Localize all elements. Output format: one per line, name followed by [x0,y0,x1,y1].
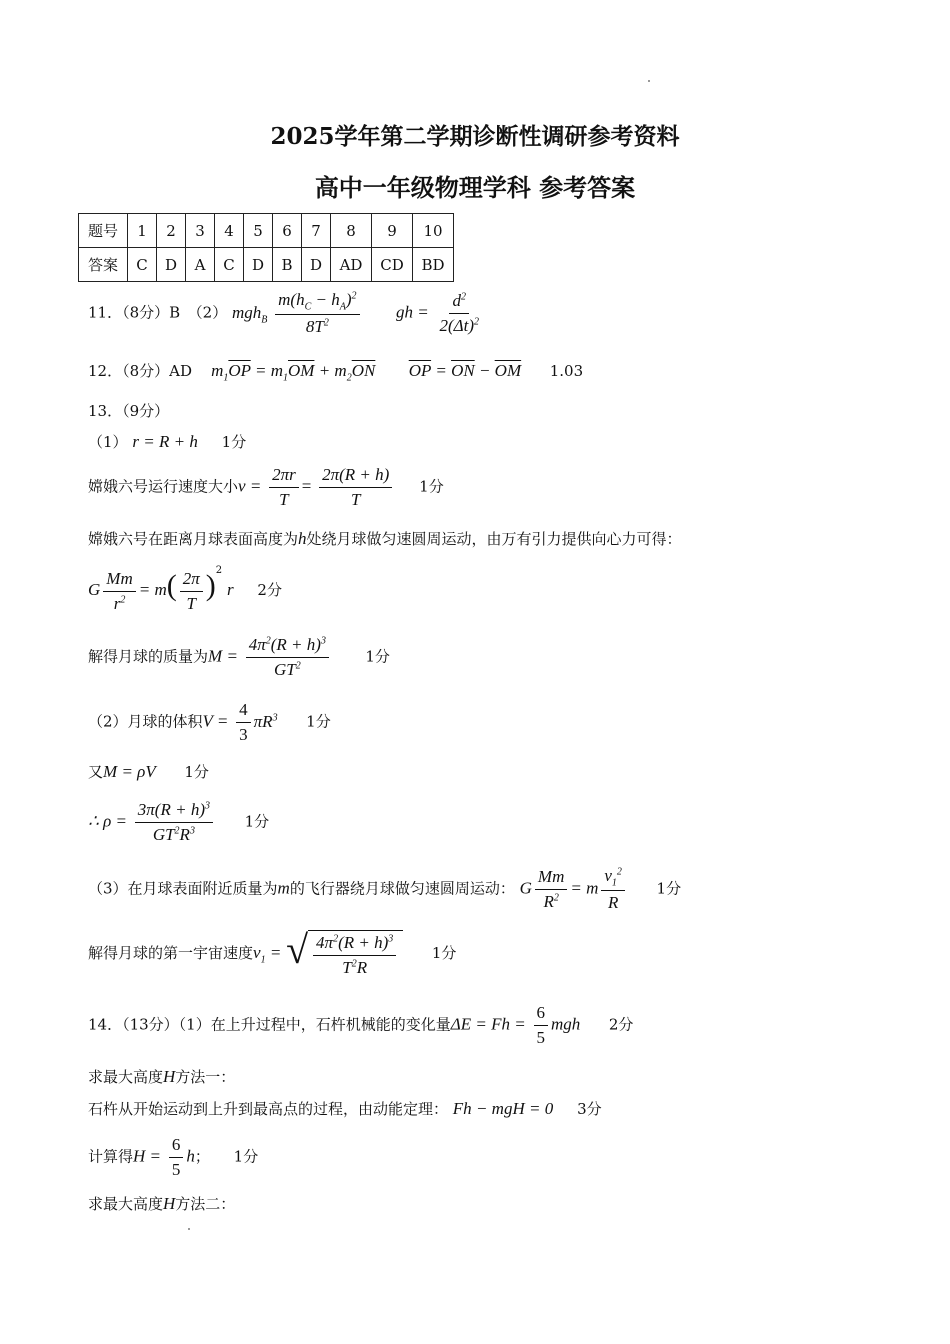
score: 1分 [184,763,209,781]
q13-grav-line: G $\frac{Mm}{r^2}$ = m( $\frac{2\pi}{T}$ )$^2$ r 2分 [88,565,282,613]
q14-calc-text: 计算得 [88,1147,134,1166]
score: 1分 [431,944,457,962]
q13-p3-text: （3）在月球表面附近质量为 [88,879,278,898]
table-cell: C [215,248,244,282]
q11-line: 11．（8分）B （2） mgh$_B$ $\frac{m(h_C - h_A)^2}{8T^2}$ gh = $\frac{d^2}{2(\Delta t)^2}$ [88,290,479,337]
score: 1分 [365,647,390,666]
q13-p1-label: （1） [88,433,128,451]
q14-line: 14．（13分）（1）在上升过程中，石杵机械能的变化量ΔE = Fh = $\frac{6}{5}$ mgh 2分 [88,1003,634,1047]
q13-mass-text: 解得月球的质量为 [88,647,209,666]
q13-p3-text2: 的飞行器绕月球做匀速圆周运动： [289,879,515,898]
table-cell: 5 [244,214,273,248]
table-cell: 8 [331,214,372,248]
q13-motion-text: 嫦娥六号在距离月球表面高度为 [88,530,299,548]
q14-calc-line: 计算得H = $\frac{6}{5}$ h； 1分 [88,1135,259,1179]
q11-label: 11．（8分）B （2） [88,303,228,322]
q14-method1-text: 求最大高度 [88,1068,164,1086]
table-cell: A [186,248,215,282]
q13-you-text: 又 [88,763,104,781]
table-cell: AD [331,248,372,282]
speck [648,80,650,82]
q13-mass-line: 解得月球的质量为M = $\frac{4\pi^2(R + h)^3}{GT^2}$ 1分 [88,635,390,679]
score: 1分 [306,712,331,731]
q13-p2-text: （2）月球的体积 [88,712,203,731]
q12-value: 1.03 [549,362,584,380]
table-cell: D [302,248,331,282]
q14-method1-suffix: 方法一： [175,1068,236,1086]
q12-line: 12．（8分）AD $m_1\overline{OP} = m_1\overline{OM} + m_2\overline{ON}$ $\overline{OP} = \overline{ON} - \overline{OM}$ 1.03 [88,361,584,384]
q14-method2: 求最大高度H方法二： [88,1194,236,1213]
table-cell: CD [372,248,413,282]
page-title: 2025学年第二学期诊断性调研参考资料 [270,123,680,150]
q13-p2-line: （2）月球的体积V = $\frac{4}{3}$ $\pi R^3$ 1分 [88,700,331,744]
table-cell: D [244,248,273,282]
q13-speed-text: 嫦娥六号运行速度大小 [88,477,239,496]
table-cell: 2 [157,214,186,248]
page-subtitle: 高中一年级物理学科 参考答案 [314,173,636,202]
score: 1分 [419,477,444,496]
q14-method2-suffix: 方法二： [175,1195,236,1213]
speck [188,1228,190,1230]
q12-label: 12．（8分）AD [88,362,192,380]
header-label: 题号 [79,214,128,248]
q14-method1: 求最大高度H方法一： [88,1067,236,1086]
score: 1分 [656,879,682,898]
q13-v1-line: 解得月球的第一宇宙速度$v_1$ = √ $\frac{4\pi^2(R + h)^3}{T^2R}$ 1分 [88,927,457,977]
q13-label: 13．（9分） [88,402,170,420]
q14-method2-text: 求最大高度 [88,1195,164,1213]
q13-motion-line: 嫦娥六号在距离月球表面高度为h处绕月球做匀速圆周运动，由万有引力提供向心力可得： [88,529,682,548]
q13-p3-line: （3）在月球表面附近质量为m的飞行器绕月球做匀速圆周运动： G $\frac{Mm}{R^2}$ = m $\frac{v_1^2}{R}$ 1分 [88,866,682,913]
table-cell: 6 [273,214,302,248]
table-cell: 10 [413,214,454,248]
table-cell: 1 [128,214,157,248]
q13-v1-text: 解得月球的第一宇宙速度 [88,944,254,962]
table-cell: B [273,248,302,282]
table-cell: C [128,248,157,282]
q13-p1-line: （1） r = R + h 1分 [88,432,247,451]
q13-speed-line: 嫦娥六号运行速度大小v = $\frac{2\pi r}{T}$ = $\frac{2\pi(R + h)}{T}$ 1分 [88,465,444,509]
score: 2分 [257,581,282,599]
table-row [79,248,454,282]
q13-you-line: 又M = ρV 1分 [88,762,209,781]
q13-rho-line: ∴ ρ = $\frac{3\pi(R + h)^3}{GT^2R^3}$ 1分 [88,800,270,844]
q13-motion-text2: 处绕月球做匀速圆周运动，由万有引力提供向心力可得： [306,530,682,548]
score: 3分 [577,1100,602,1118]
q14-label: 14．（13分）（1）在上升过程中，石杵机械能的变化量 [88,1015,451,1034]
table-cell: 4 [215,214,244,248]
score: 1分 [244,812,270,831]
q14-energy-text: 石杵从开始运动到上升到最高点的过程，由动能定理： [88,1100,449,1118]
table-row [79,214,454,248]
q14-energy-line: 石杵从开始运动到上升到最高点的过程，由动能定理： Fh − mgH = 0 3分 [88,1099,602,1118]
table-cell: 9 [372,214,413,248]
score: 2分 [608,1015,634,1034]
score: 1分 [233,1147,259,1166]
table-cell: 7 [302,214,331,248]
table-cell: 3 [186,214,215,248]
table-cell: D [157,248,186,282]
answer-table [78,213,454,282]
answer-label: 答案 [79,248,128,282]
score: 1分 [221,433,247,451]
table-cell: BD [413,248,454,282]
